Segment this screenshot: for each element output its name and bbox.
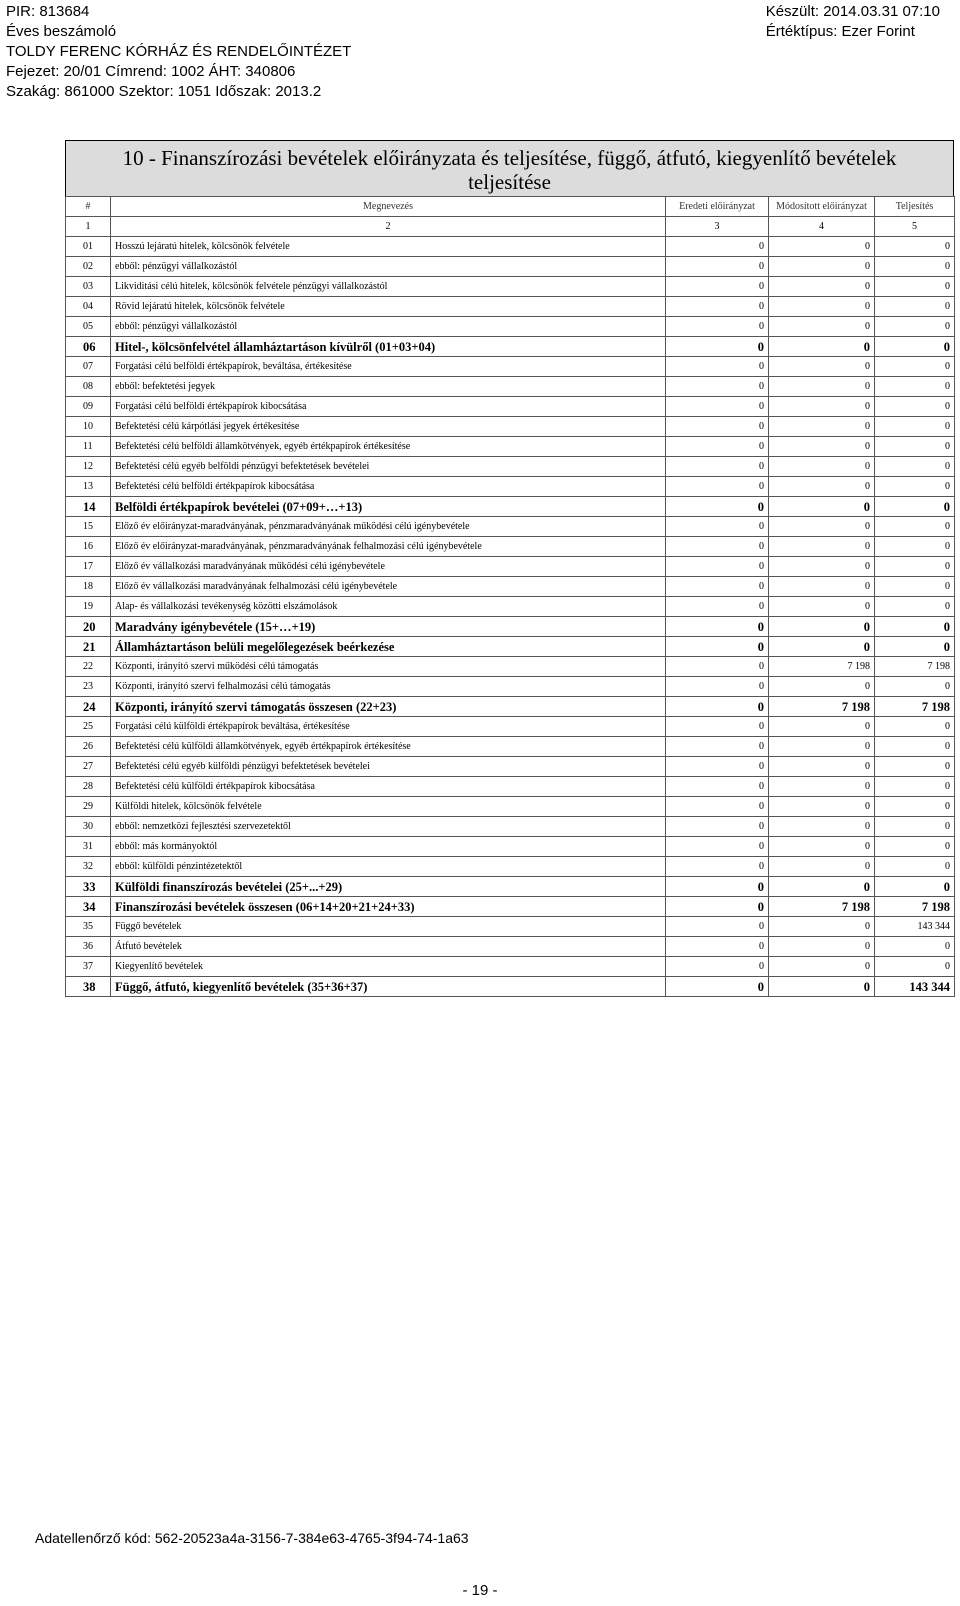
row-name: Finanszírozási bevételek összesen (06+14+20+21+24+33) — [111, 897, 666, 917]
row-name: Kiegyenlítő bevételek — [111, 957, 666, 977]
row-name: Befektetési célú egyéb külföldi pénzügyi befektetések bevételei — [111, 757, 666, 777]
table-row — [66, 597, 955, 617]
row-modositott: 0 — [769, 917, 875, 937]
row-modositott: 0 — [769, 277, 875, 297]
table-row — [66, 797, 955, 817]
row-eredeti: 0 — [666, 457, 769, 477]
row-teljesites: 0 — [875, 637, 955, 657]
row-teljesites: 0 — [875, 497, 955, 517]
row-code: 02 — [66, 257, 111, 277]
table-row — [66, 697, 955, 717]
row-modositott: 0 — [769, 497, 875, 517]
column-header-row — [66, 197, 955, 217]
table-row — [66, 397, 955, 417]
table-row — [66, 877, 955, 897]
row-modositott: 0 — [769, 517, 875, 537]
row-teljesites: 0 — [875, 777, 955, 797]
row-code: 31 — [66, 837, 111, 857]
row-eredeti: 0 — [666, 317, 769, 337]
row-teljesites: 0 — [875, 617, 955, 637]
row-modositott: 0 — [769, 717, 875, 737]
row-modositott: 7 198 — [769, 697, 875, 717]
row-code: 32 — [66, 857, 111, 877]
row-teljesites: 0 — [875, 517, 955, 537]
table-row — [66, 437, 955, 457]
row-code: 17 — [66, 557, 111, 577]
row-name: Rövid lejáratú hitelek, kölcsönök felvétele — [111, 297, 666, 317]
value-type: Értéktípus: Ezer Forint — [765, 23, 915, 40]
row-modositott: 0 — [769, 357, 875, 377]
table-title — [65, 140, 954, 196]
row-eredeti: 0 — [666, 417, 769, 437]
column-number-row — [66, 217, 955, 237]
row-modositott: 0 — [769, 557, 875, 577]
row-eredeti: 0 — [666, 917, 769, 937]
row-teljesites: 0 — [875, 257, 955, 277]
row-teljesites: 0 — [875, 397, 955, 417]
row-eredeti: 0 — [666, 377, 769, 397]
row-eredeti: 0 — [666, 577, 769, 597]
report-type-line: Éves beszámoló — [6, 23, 117, 40]
row-name: Államháztartáson belüli megelőlegezések beérkezése — [111, 637, 666, 657]
row-code: 15 — [66, 517, 111, 537]
row-teljesites: 0 — [875, 337, 955, 357]
row-eredeti: 0 — [666, 737, 769, 757]
row-code: 12 — [66, 457, 111, 477]
row-eredeti: 0 — [666, 277, 769, 297]
row-code: 01 — [66, 237, 111, 257]
row-code: 06 — [66, 337, 111, 357]
table-row — [66, 317, 955, 337]
row-modositott: 0 — [769, 437, 875, 457]
row-eredeti: 0 — [666, 517, 769, 537]
row-code: 07 — [66, 357, 111, 377]
row-modositott: 0 — [769, 857, 875, 877]
row-modositott: 0 — [769, 677, 875, 697]
table-row — [66, 957, 955, 977]
table-row — [66, 677, 955, 697]
row-teljesites: 0 — [875, 417, 955, 437]
row-code: 28 — [66, 777, 111, 797]
row-modositott: 0 — [769, 337, 875, 357]
row-eredeti: 0 — [666, 537, 769, 557]
row-teljesites: 0 — [875, 957, 955, 977]
row-teljesites: 0 — [875, 317, 955, 337]
row-name: ebből: külföldi pénzintézetektől — [111, 857, 666, 877]
report-header-right — [766, 2, 940, 42]
table-row — [66, 497, 955, 517]
row-eredeti: 0 — [666, 797, 769, 817]
row-modositott: 0 — [769, 377, 875, 397]
table-row — [66, 297, 955, 317]
row-teljesites: 0 — [875, 477, 955, 497]
row-modositott: 0 — [769, 817, 875, 837]
row-eredeti: 0 — [666, 337, 769, 357]
row-name: Előző év előirányzat-maradványának, pénzmaradványának felhalmozási célú igénybevétele — [111, 537, 666, 557]
row-code: 19 — [66, 597, 111, 617]
table-row — [66, 857, 955, 877]
row-name: Központi, irányító szervi támogatás összesen (22+23) — [111, 697, 666, 717]
row-eredeti: 0 — [666, 357, 769, 377]
row-teljesites: 0 — [875, 677, 955, 697]
row-code: 26 — [66, 737, 111, 757]
row-teljesites: 0 — [875, 377, 955, 397]
row-eredeti: 0 — [666, 677, 769, 697]
row-teljesites: 0 — [875, 437, 955, 457]
col-header-modositott: Módosított előirányzat — [769, 197, 875, 217]
table-row — [66, 537, 955, 557]
created-timestamp: Készült: 2014.03.31 07:10 — [765, 3, 940, 20]
row-code: 36 — [66, 937, 111, 957]
row-code: 16 — [66, 537, 111, 557]
row-code: 20 — [66, 617, 111, 637]
table-row — [66, 477, 955, 497]
row-name: Befektetési célú belföldi államkötvények, egyéb értékpapírok értékesítése — [111, 437, 666, 457]
row-code: 13 — [66, 477, 111, 497]
col-header-name: Megnevezés — [111, 197, 666, 217]
table-row — [66, 457, 955, 477]
row-code: 08 — [66, 377, 111, 397]
row-code: 11 — [66, 437, 111, 457]
row-eredeti: 0 — [666, 897, 769, 917]
row-name: Külföldi finanszírozás bevételei (25+...+29) — [111, 877, 666, 897]
row-eredeti: 0 — [666, 657, 769, 677]
row-eredeti: 0 — [666, 837, 769, 857]
row-code: 18 — [66, 577, 111, 597]
row-name: Külföldi hitelek, kölcsönök felvétele — [111, 797, 666, 817]
report-header-left — [6, 2, 351, 102]
row-modositott: 0 — [769, 417, 875, 437]
row-eredeti: 0 — [666, 857, 769, 877]
row-teljesites: 0 — [875, 837, 955, 857]
row-name: Forgatási célú belföldi értékpapírok kibocsátása — [111, 397, 666, 417]
row-teljesites: 143 344 — [875, 917, 955, 937]
table-row — [66, 277, 955, 297]
row-teljesites: 0 — [875, 817, 955, 837]
row-modositott: 0 — [769, 757, 875, 777]
row-teljesites: 0 — [875, 857, 955, 877]
row-modositott: 0 — [769, 577, 875, 597]
row-teljesites: 0 — [875, 877, 955, 897]
row-modositott: 7 198 — [769, 897, 875, 917]
row-code: 34 — [66, 897, 111, 917]
row-eredeti: 0 — [666, 777, 769, 797]
row-name: Központi, irányító szervi működési célú támogatás — [111, 657, 666, 677]
row-teljesites: 0 — [875, 297, 955, 317]
row-code: 09 — [66, 397, 111, 417]
row-teljesites: 143 344 — [875, 977, 955, 997]
row-eredeti: 0 — [666, 817, 769, 837]
row-teljesites: 0 — [875, 797, 955, 817]
row-name: Központi, irányító szervi felhalmozási célú támogatás — [111, 677, 666, 697]
row-modositott: 0 — [769, 597, 875, 617]
row-eredeti: 0 — [666, 257, 769, 277]
col-number: 4 — [769, 217, 875, 237]
table-row — [66, 897, 955, 917]
row-code: 21 — [66, 637, 111, 657]
row-teljesites: 0 — [875, 717, 955, 737]
col-number: 1 — [66, 217, 111, 237]
row-modositott: 0 — [769, 837, 875, 857]
row-teljesites: 0 — [875, 237, 955, 257]
row-code: 33 — [66, 877, 111, 897]
row-teljesites: 0 — [875, 357, 955, 377]
table-row — [66, 577, 955, 597]
row-name: ebből: pénzügyi vállalkozástól — [111, 257, 666, 277]
row-name: Befektetési célú egyéb belföldi pénzügyi befektetések bevételei — [111, 457, 666, 477]
row-name: Befektetési célú kárpótlási jegyek értékesítése — [111, 417, 666, 437]
chapter-line: Fejezet: 20/01 Címrend: 1002 ÁHT: 340806 — [6, 63, 296, 80]
row-modositott: 0 — [769, 457, 875, 477]
row-modositott: 0 — [769, 397, 875, 417]
row-modositott: 0 — [769, 737, 875, 757]
row-name: ebből: más kormányoktól — [111, 837, 666, 857]
col-number: 5 — [875, 217, 955, 237]
row-modositott: 0 — [769, 977, 875, 997]
row-teljesites: 0 — [875, 457, 955, 477]
row-code: 04 — [66, 297, 111, 317]
table-row — [66, 657, 955, 677]
row-eredeti: 0 — [666, 877, 769, 897]
row-teljesites: 0 — [875, 277, 955, 297]
row-modositott: 0 — [769, 777, 875, 797]
pir-line: PIR: 813684 — [6, 3, 90, 20]
row-name: Befektetési célú belföldi értékpapírok kibocsátása — [111, 477, 666, 497]
row-modositott: 0 — [769, 257, 875, 277]
row-modositott: 0 — [769, 297, 875, 317]
row-name: Előző év vállalkozási maradványának működési célú igénybevétele — [111, 557, 666, 577]
row-eredeti: 0 — [666, 977, 769, 997]
row-eredeti: 0 — [666, 557, 769, 577]
row-modositott: 0 — [769, 637, 875, 657]
page-number: - 19 - — [462, 1582, 498, 1599]
col-number: 3 — [666, 217, 769, 237]
table-title-line1: 10 - Finanszírozási bevételek előirányzata és teljesítése, függő, átfutó, kiegyenlítő bevételek — [122, 146, 897, 170]
table-row — [66, 977, 955, 997]
row-eredeti: 0 — [666, 437, 769, 457]
table-row — [66, 377, 955, 397]
institution-name: TOLDY FERENC KÓRHÁZ ÉS RENDELŐINTÉZET — [6, 43, 352, 60]
table-row — [66, 837, 955, 857]
row-eredeti: 0 — [666, 757, 769, 777]
row-code: 03 — [66, 277, 111, 297]
row-modositott: 0 — [769, 537, 875, 557]
table-row — [66, 937, 955, 957]
table-row — [66, 757, 955, 777]
row-code: 29 — [66, 797, 111, 817]
row-eredeti: 0 — [666, 717, 769, 737]
col-header-teljesites: Teljesítés — [875, 197, 955, 217]
row-name: Maradvány igénybevétele (15+…+19) — [111, 617, 666, 637]
row-name: Befektetési célú külföldi államkötvények, egyéb értékpapírok értékesítése — [111, 737, 666, 757]
row-modositott: 0 — [769, 617, 875, 637]
row-name: ebből: befektetési jegyek — [111, 377, 666, 397]
row-teljesites: 7 198 — [875, 697, 955, 717]
row-eredeti: 0 — [666, 617, 769, 637]
row-code: 30 — [66, 817, 111, 837]
row-eredeti: 0 — [666, 637, 769, 657]
row-eredeti: 0 — [666, 957, 769, 977]
row-eredeti: 0 — [666, 397, 769, 417]
row-modositott: 7 198 — [769, 657, 875, 677]
col-number: 2 — [111, 217, 666, 237]
table-row — [66, 617, 955, 637]
row-code: 23 — [66, 677, 111, 697]
table-row — [66, 737, 955, 757]
row-teljesites: 7 198 — [875, 897, 955, 917]
row-name: Forgatási célú belföldi értékpapírok, beváltása, értékesítése — [111, 357, 666, 377]
row-code: 10 — [66, 417, 111, 437]
row-code: 37 — [66, 957, 111, 977]
row-code: 27 — [66, 757, 111, 777]
row-eredeti: 0 — [666, 477, 769, 497]
row-modositott: 0 — [769, 797, 875, 817]
row-teljesites: 0 — [875, 537, 955, 557]
row-name: Átfutó bevételek — [111, 937, 666, 957]
table-row — [66, 557, 955, 577]
col-header-eredeti: Eredeti előirányzat — [666, 197, 769, 217]
sector-line: Szakág: 861000 Szektor: 1051 Időszak: 2013.2 — [6, 83, 322, 100]
table-title-line2: teljesítése — [468, 170, 551, 194]
row-modositott: 0 — [769, 237, 875, 257]
row-code: 14 — [66, 497, 111, 517]
row-eredeti: 0 — [666, 697, 769, 717]
row-modositott: 0 — [769, 877, 875, 897]
row-eredeti: 0 — [666, 597, 769, 617]
table-row — [66, 817, 955, 837]
row-code: 05 — [66, 317, 111, 337]
finance-table — [65, 196, 955, 997]
table-row — [66, 357, 955, 377]
row-name: ebből: nemzetközi fejlesztési szervezetektől — [111, 817, 666, 837]
row-name: Belföldi értékpapírok bevételei (07+09+…+13) — [111, 497, 666, 517]
row-modositott: 0 — [769, 477, 875, 497]
row-eredeti: 0 — [666, 937, 769, 957]
row-name: Előző év vállalkozási maradványának felhalmozási célú igénybevétele — [111, 577, 666, 597]
row-name: Hosszú lejáratú hitelek, kölcsönök felvétele — [111, 237, 666, 257]
table-row — [66, 257, 955, 277]
row-name: Függő, átfutó, kiegyenlítő bevételek (35+36+37) — [111, 977, 666, 997]
row-teljesites: 0 — [875, 937, 955, 957]
row-name: Forgatási célú külföldi értékpapírok beváltása, értékesítése — [111, 717, 666, 737]
table-row — [66, 337, 955, 357]
table-row — [66, 717, 955, 737]
table-row — [66, 517, 955, 537]
row-modositott: 0 — [769, 957, 875, 977]
table-row — [66, 417, 955, 437]
row-name: Befektetési célú külföldi értékpapírok kibocsátása — [111, 777, 666, 797]
row-name: Likviditási célú hitelek, kölcsönök felvétele pénzügyi vállalkozástól — [111, 277, 666, 297]
col-header-code: # — [66, 197, 111, 217]
row-name: ebből: pénzügyi vállalkozástól — [111, 317, 666, 337]
row-teljesites: 0 — [875, 557, 955, 577]
table-row — [66, 237, 955, 257]
row-teljesites: 0 — [875, 577, 955, 597]
row-code: 38 — [66, 977, 111, 997]
row-eredeti: 0 — [666, 497, 769, 517]
row-teljesites: 0 — [875, 597, 955, 617]
row-teljesites: 7 198 — [875, 657, 955, 677]
row-name: Előző év előirányzat-maradványának, pénzmaradványának működési célú igénybevétele — [111, 517, 666, 537]
row-name: Alap- és vállalkozási tevékenység közötti elszámolások — [111, 597, 666, 617]
row-eredeti: 0 — [666, 297, 769, 317]
table-row — [66, 777, 955, 797]
row-eredeti: 0 — [666, 237, 769, 257]
row-modositott: 0 — [769, 937, 875, 957]
row-code: 25 — [66, 717, 111, 737]
row-teljesites: 0 — [875, 737, 955, 757]
table-row — [66, 637, 955, 657]
row-teljesites: 0 — [875, 757, 955, 777]
table-row — [66, 917, 955, 937]
row-name: Hitel-, kölcsönfelvétel államháztartáson kívülről (01+03+04) — [111, 337, 666, 357]
row-code: 24 — [66, 697, 111, 717]
row-name: Függő bevételek — [111, 917, 666, 937]
control-code: Adatellenőrző kód: 562-20523a4a-3156-7-384e63-4765-3f94-74-1a63 — [35, 1530, 469, 1546]
row-code: 22 — [66, 657, 111, 677]
row-modositott: 0 — [769, 317, 875, 337]
row-code: 35 — [66, 917, 111, 937]
